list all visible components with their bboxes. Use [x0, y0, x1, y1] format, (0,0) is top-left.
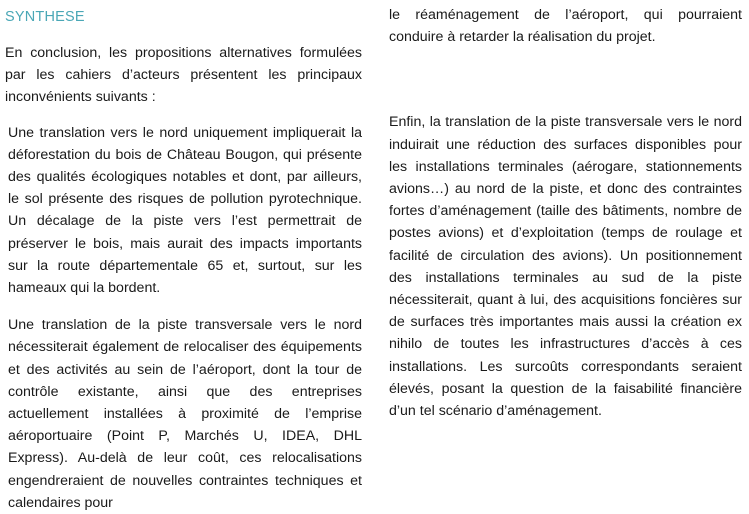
paragraph-continuation: le réaménagement de l’aéroport, qui pourraient conduire à retarder la réalisation du projet. — [389, 7, 742, 46]
section-heading: SYNTHESE — [5, 9, 85, 25]
paragraph-terminal-installations: Enfin, la translation de la piste transversale vers le nord induirait une réduction des surfaces disponibles pour les installations terminales (aérogare, stationnements avions…) au nord de la piste, et donc des contraintes fortes d’aménagement (taille des bâtiments, nombre de postes avions) et d’exploitation (temps de roulage et facilité de circulation des avions). Un positionnement des installations terminales au sud de la piste nécessiterait, quant à lui, des acquisitions foncières sur de surfaces très importantes mais aussi la création ex nihilo de toutes les infrastructures d’accès à ces installations. Les surcoûts correspondants seraient élevés, posant la question de la faisabilité financière d’un tel scénario d’aménagement. — [389, 114, 742, 420]
intro-paragraph: En conclusion, les propositions alternatives formulées par les cahiers d’acteurs présentent les principaux inconvénients suivants : — [5, 45, 362, 106]
right-column — [389, 4, 742, 422]
left-column — [5, 6, 362, 514]
paragraph-transversal-relocation: Une translation de la piste transversale vers le nord nécessiterait également de relocaliser des équipements et des activités au sein de l’aéroport, dont la tour de contrôle existante, ainsi que des entreprises actuellement installées à proximité de l’emprise aéroportuaire (Point P, Marchés U, IDEA, DHL Express). Au-delà de leur coût, ces relocalisations engendreraient de nouvelles contraintes techniques et calendaires pour — [8, 317, 362, 511]
paragraph-north-translation: Une translation vers le nord uniquement impliquerait la déforestation du bois de Château Bougon, qui présente des qualités écologiques notables et dont, par ailleurs, le sol présente des risques de pollution pyrotechnique. Un décalage de la piste vers l’est permettrait de préserver le bois, mais aurait des impacts importants sur la route départementale 65 et, surtout, sur les hameaux qui la bordent. — [8, 124, 362, 297]
